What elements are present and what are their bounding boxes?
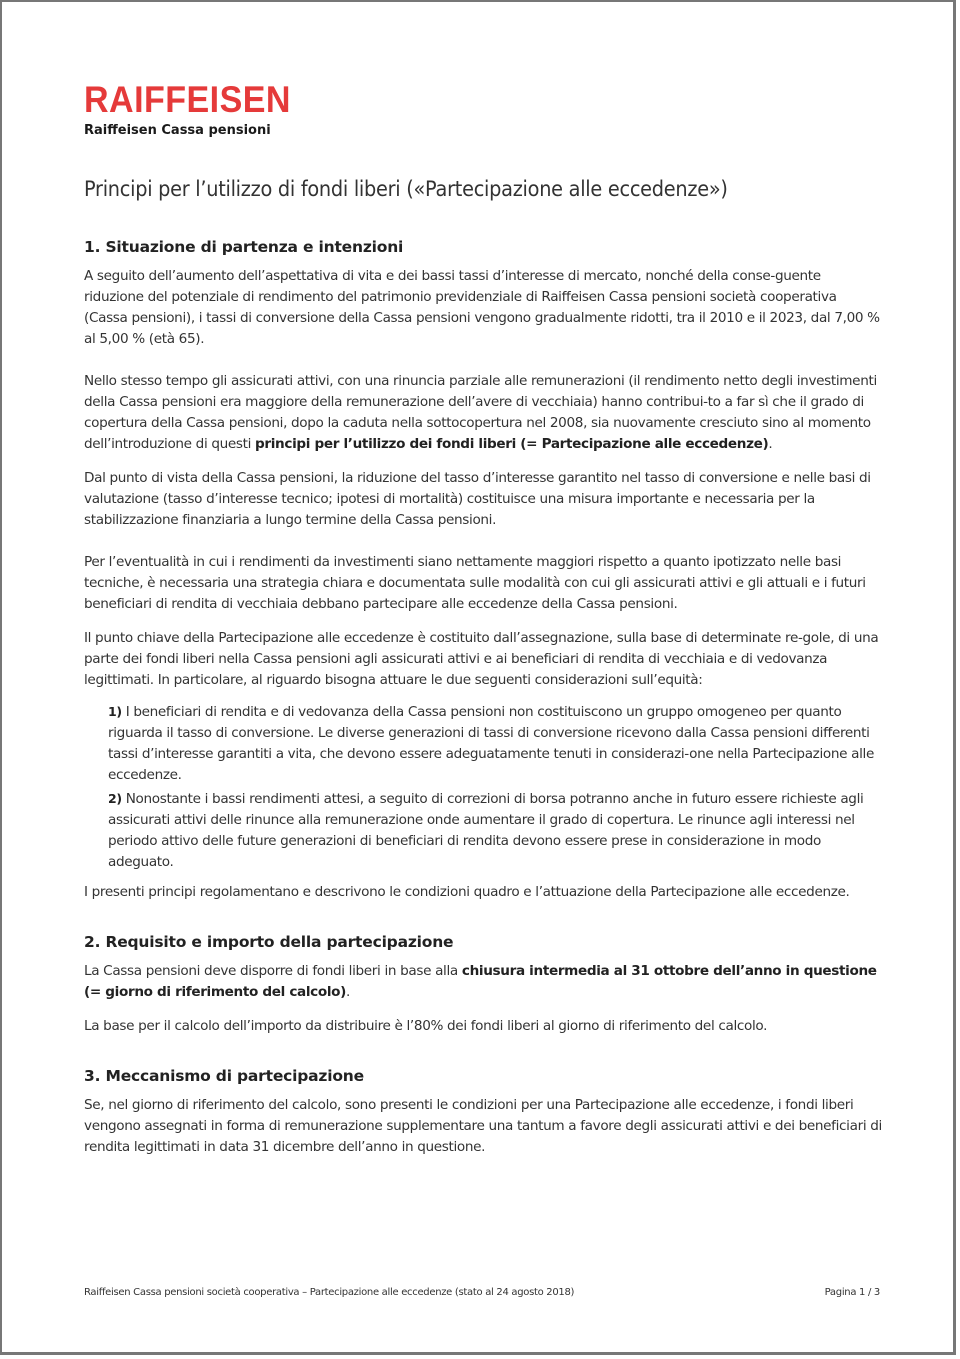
footer-document-info: Raiffeisen Cassa pensioni società cooperativa – Partecipazione alle eccedenze (stato al 24 agosto 2018) — [84, 1287, 575, 1298]
paragraph-bold-text: chiusura intermedia al 31 ottobre dell’anno in questione (= giorno di riferimento del calcolo) — [84, 963, 877, 1000]
paragraph: Per l’eventualità in cui i rendimenti da investimenti siano nettamente maggiori rispetto a quanto ipotizzato nelle basi tecniche, è necessaria una strategia chiara e documentata sulle modalità con cui gli assicurati attivi e gli attuali e i futuri beneficiari di rendita di vecchiaia debbano partecipare alle eccedenze della Cassa pensioni. — [84, 554, 866, 612]
paragraph — [84, 961, 884, 1003]
paragraph: La base per il calcolo dell’importo da distribuire è l’80% dei fondi liberi al giorno di riferimento del calcolo. — [84, 1018, 768, 1034]
paragraph-text: . — [768, 436, 773, 452]
section-3-heading: 3. Meccanismo di partecipazione — [84, 1067, 364, 1085]
list-item — [108, 701, 884, 786]
document-title: Principi per l’utilizzo di fondi liberi («Partecipazione alle eccedenze») — [84, 177, 728, 201]
paragraph: Il punto chiave della Partecipazione alle eccedenze è costituito dall’assegnazione, sulla base di determinate re-gole, di una parte dei fondi liberi nella Cassa pensioni agli assicurati attivi e ai beneficiari di rendita di vecchiaia e di vedovanza legittimati. In particolare, al riguardo bisogna attuare le due seguenti considerazioni sull’equità: — [84, 630, 879, 688]
list-item — [108, 788, 884, 873]
list-item-text: I beneficiari di rendita e di vedovanza della Cassa pensioni non costituiscono un gruppo omogeneo per quanto riguarda il tasso di conversione. Le diverse generazioni di tassi di conversione ricevono dalla Cassa pensioni differenti tassi d’interesse garantiti a vita, che devono essere adeguatamente tenuti in considerazi-one nella Partecipazione alle eccedenze. — [108, 704, 874, 783]
page-number: Pagina 1 / 3 — [824, 1287, 880, 1298]
paragraph: Dal punto di vista della Cassa pensioni, la riduzione del tasso d’interesse garantito nel tasso di conversione e nelle basi di valutazione (tasso d’interesse tecnico; ipotesi di mortalità) costituisce una misura importante e necessaria per la stabilizzazione finanziaria a lungo termine della Cassa pensioni. — [84, 470, 871, 528]
raiffeisen-logo: RAIFFEISEN — [84, 79, 291, 120]
section-1-heading: 1. Situazione di partenza e intenzioni — [84, 238, 404, 256]
paragraph-text: . — [346, 984, 351, 1000]
paragraph-bold-text: principi per l’utilizzo dei fondi liberi (= Partecipazione alle eccedenze) — [255, 436, 769, 452]
paragraph: I presenti principi regolamentano e descrivono le condizioni quadro e l’attuazione della Partecipazione alle eccedenze. — [84, 884, 850, 900]
subbrand-label: Raiffeisen Cassa pensioni — [84, 123, 271, 138]
page-footer — [84, 1287, 880, 1298]
list-item-text: Nonostante i bassi rendimenti attesi, a seguito di correzioni di borsa potranno anche in futuro essere richieste agli assicurati attivi delle rinunce alla remunerazione onde aumentare il grado di copertura. Le rinunce agli interessi nel periodo attivo delle future generazioni di beneficiari di rendita devono essere prese in considerazione in modo adeguato. — [108, 791, 864, 870]
paragraph-text: Nello stesso tempo gli assicurati attivi, con una rinuncia parziale alle remunerazioni (il rendimento netto degli investimenti della Cassa pensioni era maggiore della remunerazione dell’avere di vecchiaia) hanno contribui-to a far sì che il grado di copertura della Cassa pensioni, dopo la caduta nella sottocopertura nel 2008, sia nuovamente cresciuto sino al momento dell’introduzione di questi — [84, 373, 877, 452]
paragraph: A seguito dell’aumento dell’aspettativa di vita e dei bassi tassi d’interesse di mercato, nonché della conse-guente riduzione del potenziale di rendimento del patrimonio previdenziale di Raiffeisen Cassa pensioni società cooperativa (Cassa pensioni), i tassi di conversione della Cassa pensioni vengono gradualmente ridotti, tra il 2010 e il 2023, dal 7,00 % al 5,00 % (età 65). — [84, 268, 880, 347]
list-number: 2) — [108, 791, 122, 806]
list-number: 1) — [108, 704, 122, 719]
section-2-heading: 2. Requisito e importo della partecipazione — [84, 933, 454, 951]
paragraph-text: La Cassa pensioni deve disporre di fondi liberi in base alla — [84, 963, 462, 979]
paragraph: Se, nel giorno di riferimento del calcolo, sono presenti le condizioni per una Partecipazione alle eccedenze, i fondi liberi vengono assegnati in forma di remunerazione supplementare una tantum a favore degli assicurati attivi e dei beneficiari di rendita legittimati in data 31 dicembre dell’anno in questione. — [84, 1097, 882, 1155]
equity-considerations-list — [108, 701, 884, 873]
document-body — [84, 238, 884, 1158]
paragraph — [84, 371, 884, 455]
